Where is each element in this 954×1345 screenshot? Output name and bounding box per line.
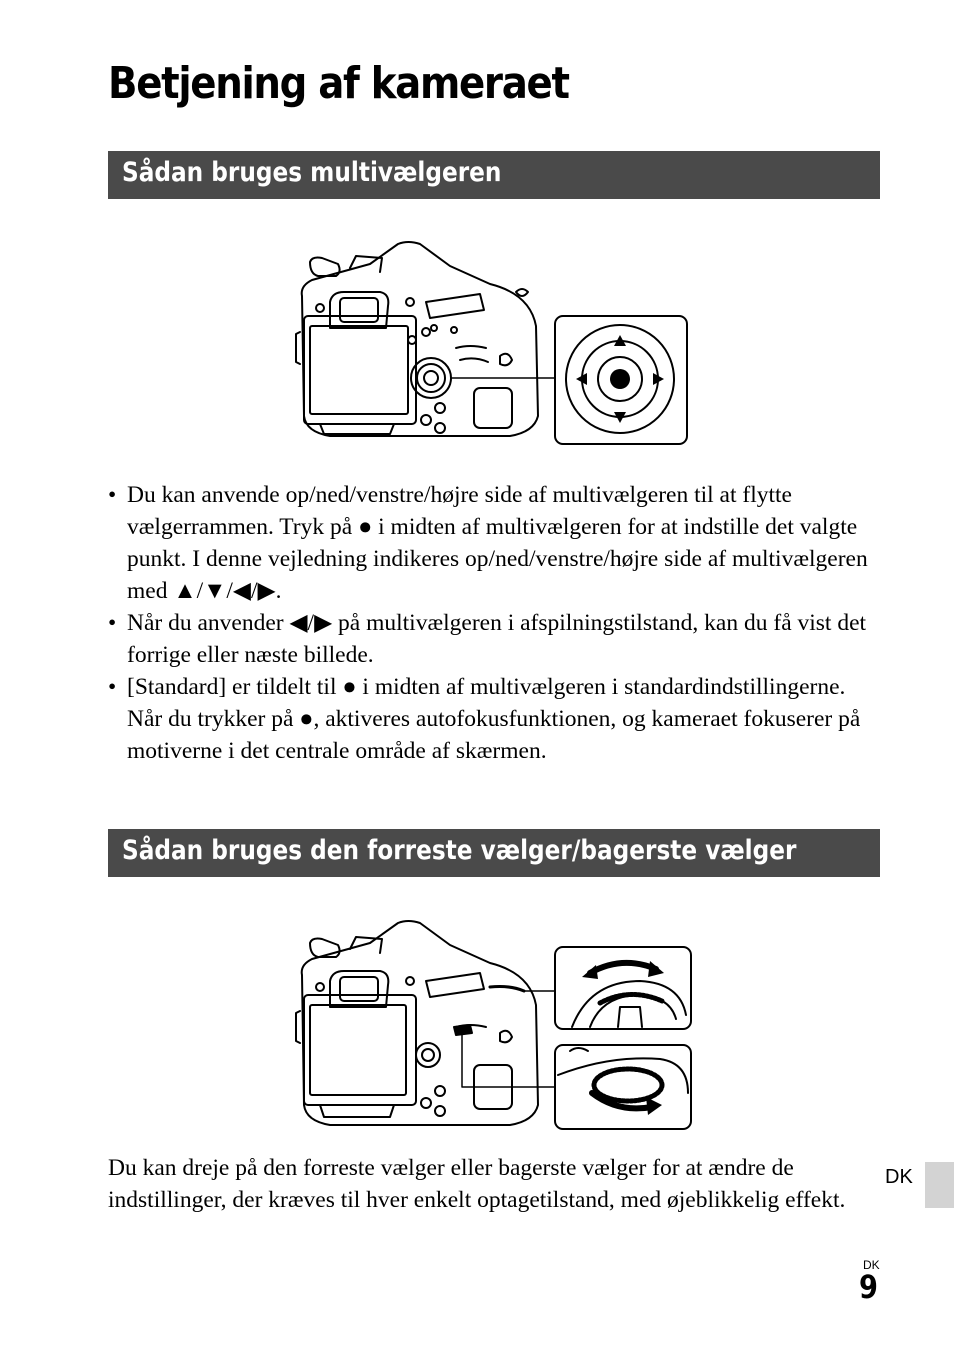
bullet-item: • Når du anvender ◀/▶ på multivælgeren i afspilningstilstand, kan du få vist det forrige eller næste billede.: [108, 607, 880, 671]
page-title: Betjening af kameraet: [108, 58, 569, 109]
multiselector-bullet-list: [108, 479, 880, 767]
camera-multiselector-illustration: [290, 236, 700, 451]
section-heading-text: Sådan bruges den forreste vælger/bagerste vælger: [122, 835, 797, 866]
section-heading-dials: [108, 829, 880, 877]
page-language-code: DK: [863, 1258, 880, 1272]
camera-dials-illustration: [290, 915, 700, 1140]
section-heading-multiselector: [108, 151, 880, 199]
bullet-item: • [Standard] er tildelt til ● i midten af multivælgeren i standardindstillingerne. Når du trykker på ●, aktiveres autofokusfunktionen, og kameraet fokuserer på motiverne i det centrale område af skærmen.: [108, 671, 880, 767]
page-number: 9: [859, 1268, 878, 1306]
language-tab-marker: [925, 1162, 954, 1208]
bullet-item: • Du kan anvende op/ned/venstre/højre side af multivælgeren til at flytte vælgerrammen. Tryk på ● i midten af multivælgeren for at indstille det valgte punkt. I denne vejledning indikeres op/ned/venstre/højre side af multivælgeren med ▲/▼/◀/▶.: [108, 479, 880, 607]
section-heading-text: Sådan bruges multivælgeren: [122, 157, 502, 188]
dials-paragraph: Du kan dreje på den forreste vælger eller bagerste vælger for at ændre de indstillinger, der kræves til hver enkelt optagetilstand, med øjeblikkelig effekt.: [108, 1155, 846, 1213]
language-tab-label: DK: [885, 1166, 913, 1188]
